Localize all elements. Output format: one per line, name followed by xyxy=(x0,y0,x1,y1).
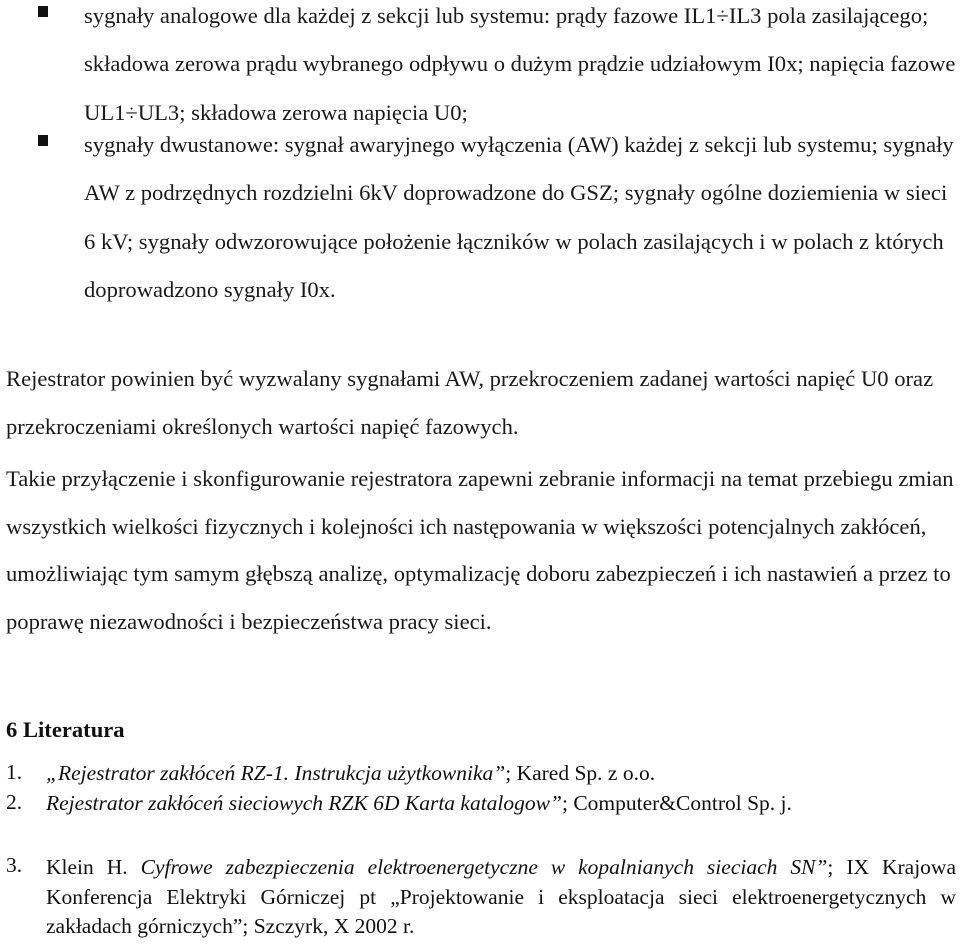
reference-title: Rejestrator zakłóceń sieciowych RZK 6D Karta katalogow” xyxy=(46,791,562,815)
reference-author: Klein H. xyxy=(46,855,141,879)
paragraph-recorder-benefits: Takie przyłączenie i skonfigurowanie rejestratora zapewni zebranie informacji na temat przebiegu zmian wszystkich wielkości fizycznych i kolejności ich następowania w większości potencjalnych zakłóceń, umożliwiając tym samym głębszą analizę, optymalizację doboru zabezpieczeń i ich nastawień a przez to poprawę niezawodności i bezpieczeństwa pracy sieci. xyxy=(6,466,954,634)
square-bullet-icon xyxy=(38,135,48,146)
reference-source: ; Computer&Control Sp. j. xyxy=(561,791,792,815)
reference-source: ; IX Krajowa Konferencja Elektryki Górniczej pt „Projektowanie i eksploatacja sieci elektroenergetycznych w zakładach górniczych”; Szczyrk, X 2002 r. xyxy=(46,855,957,938)
reference-source: ; Kared Sp. z o.o. xyxy=(505,761,656,785)
square-bullet-icon xyxy=(38,6,48,17)
reference-body xyxy=(46,853,956,942)
reference-title: „Rejestrator zakłóceń RZ-1. Instrukcja użytkownika” xyxy=(46,761,506,785)
bullet-text: sygnały dwustanowe: sygnał awaryjnego wyłączenia (AW) każdej z sekcji lub systemu; sygnały AW z podrzędnych rozdzielni 6kV doprowadzone do GSZ; sygnały ogólne doziemienia w sieci 6 kV; sygnały odwzorowujące położenie łączników w polach zasilających i w polach z których doprowadzono sygnały I0x. xyxy=(84,132,954,303)
reference-body xyxy=(46,760,956,787)
reference-number: 1. xyxy=(6,760,23,784)
reference-number: 3. xyxy=(6,853,23,877)
bullet-text: sygnały analogowe dla każdej z sekcji lub systemu: prądy fazowe IL1÷IL3 pola zasilającego; składowa zerowa prądu wybranego odpływu o dużym prądzie udziałowym I0x; napięcia fazowe UL1÷UL3; składowa zerowa napięcia U0; xyxy=(84,3,956,125)
section-heading-literature: 6 Literatura xyxy=(6,717,125,742)
reference-body xyxy=(46,790,956,817)
reference-title: Cyfrowe zabezpieczenia elektroenergetyczne w kopalnianych sieciach SN” xyxy=(140,855,828,879)
reference-number: 2. xyxy=(6,790,23,814)
paragraph-trigger-conditions: Rejestrator powinien być wyzwalany sygnałami AW, przekroczeniem zadanej wartości napięć U0 oraz przekroczeniami określonych wartości napięć fazowych. xyxy=(6,366,934,439)
